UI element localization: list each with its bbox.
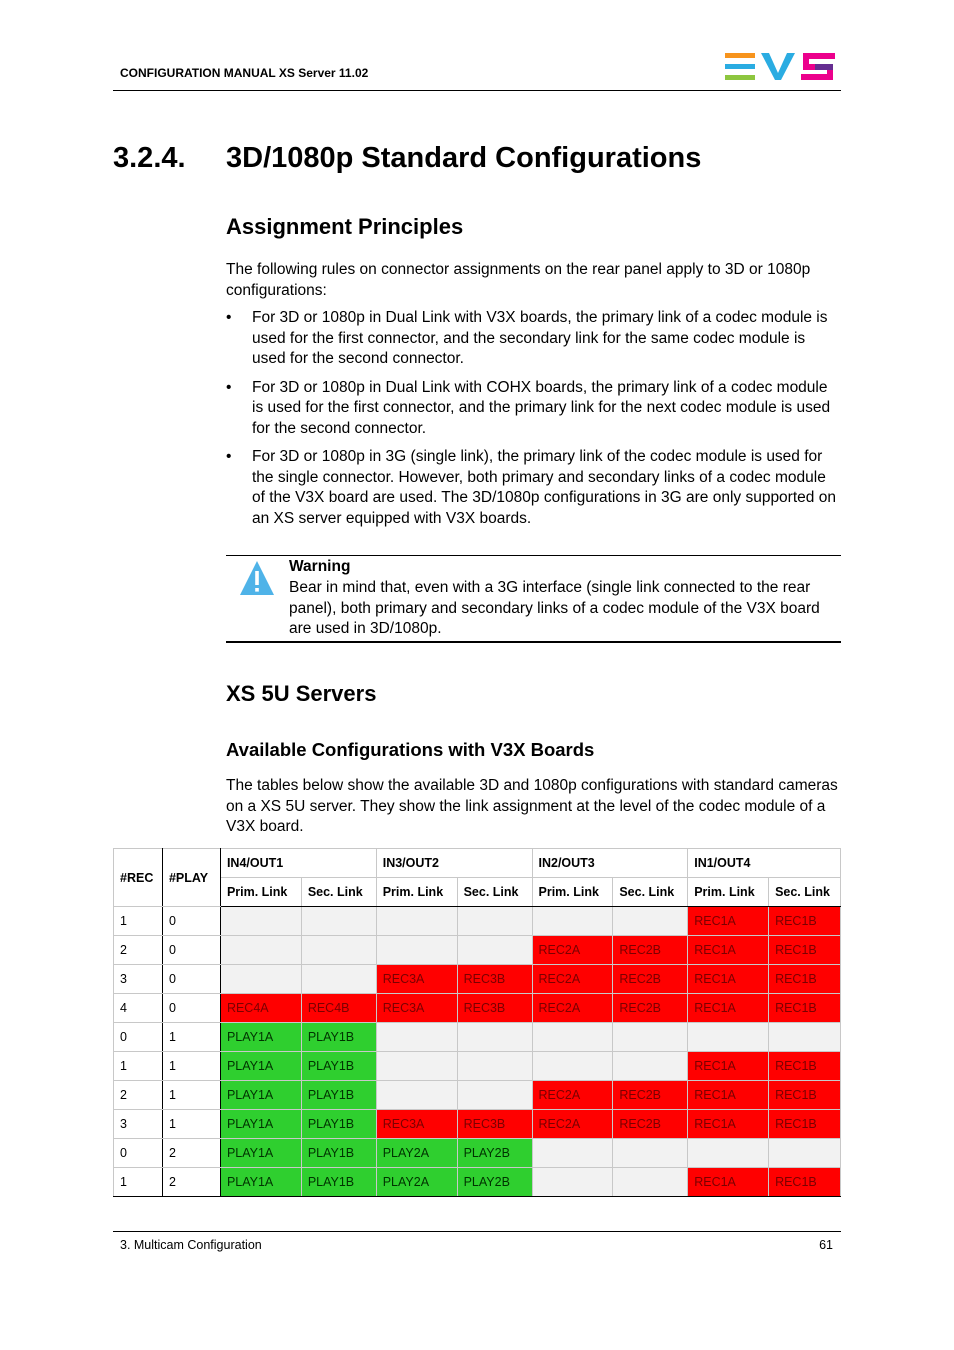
- rec-link-cell: REC2A: [532, 965, 613, 994]
- empty-cell: [376, 1023, 457, 1052]
- table-row: [114, 1110, 841, 1139]
- empty-cell: [769, 1139, 841, 1168]
- play-link-cell: PLAY1B: [301, 1168, 376, 1197]
- assignment-bullets: [226, 308, 841, 537]
- rec-link-cell: REC3A: [376, 994, 457, 1023]
- empty-cell: [220, 936, 301, 965]
- play-link-cell: PLAY2B: [457, 1139, 532, 1168]
- header-rule: [113, 90, 841, 91]
- empty-cell: [769, 1023, 841, 1052]
- play-link-cell: PLAY1A: [220, 1139, 301, 1168]
- empty-cell: [457, 936, 532, 965]
- empty-cell: [613, 1052, 688, 1081]
- play-link-cell: PLAY1B: [301, 1139, 376, 1168]
- table-row: [114, 994, 841, 1023]
- empty-cell: [301, 965, 376, 994]
- rec-link-cell: REC2B: [613, 1110, 688, 1139]
- empty-cell: [220, 965, 301, 994]
- evs-logo: [725, 53, 835, 81]
- running-header: CONFIGURATION MANUAL XS Server 11.02: [120, 66, 369, 80]
- col-play-header: #PLAY: [162, 849, 220, 907]
- table-row: [114, 1081, 841, 1110]
- play-link-cell: PLAY2B: [457, 1168, 532, 1197]
- bullet-marker: •: [226, 378, 232, 396]
- warning-top-rule: [226, 555, 841, 556]
- assignment-intro: The following rules on connector assignments on the rear panel apply to 3D or 1080p configurations:: [226, 261, 811, 299]
- group-header: IN1/OUT4: [688, 849, 841, 878]
- play-link-cell: PLAY1B: [301, 1081, 376, 1110]
- empty-cell: [376, 907, 457, 936]
- play-link-cell: PLAY1A: [220, 1023, 301, 1052]
- play-link-cell: PLAY1B: [301, 1110, 376, 1139]
- footer-rule: [113, 1231, 841, 1232]
- rec-link-cell: REC2A: [532, 1081, 613, 1110]
- group-header: IN2/OUT3: [532, 849, 688, 878]
- sec-link-header: Sec. Link: [301, 878, 376, 907]
- empty-cell: [613, 1023, 688, 1052]
- bullet-text: For 3D or 1080p in Dual Link with V3X boards, the primary link of a codec module is used for the first connector, and the secondary link for the same codec module is used for the second connector.: [252, 309, 828, 367]
- section-number: 3.2.4.: [113, 142, 186, 174]
- rec-link-cell: REC2B: [613, 1081, 688, 1110]
- play-link-cell: PLAY1B: [301, 1023, 376, 1052]
- empty-cell: [457, 1052, 532, 1081]
- empty-cell: [301, 936, 376, 965]
- bullet-marker: •: [226, 448, 232, 465]
- rec-link-cell: REC1B: [769, 994, 841, 1023]
- rec-link-cell: REC2A: [532, 936, 613, 965]
- warning-text: Bear in mind that, even with a 3G interface (single link connected to the rear panel), both primary and secondary links of a codec module of the V3X board are used in 3D/1080p.: [289, 579, 820, 637]
- empty-cell: [457, 1081, 532, 1110]
- rec-link-cell: REC1B: [769, 907, 841, 936]
- rec-link-cell: REC3B: [457, 965, 532, 994]
- rec-link-cell: REC1A: [688, 936, 769, 965]
- play-count-cell: 0: [162, 936, 220, 965]
- play-link-cell: PLAY2A: [376, 1168, 457, 1197]
- bullet-text: For 3D or 1080p in 3G (single link), the primary link of the codec module is used for the single connector. However, both primary and secondary links of a codec module of the V3X board are used. The 3D/1080p configurations in 3G are only supported on an XS server equipped with V3X boards.: [252, 448, 836, 527]
- prim-link-header: Prim. Link: [376, 878, 457, 907]
- rec-link-cell: REC2A: [532, 994, 613, 1023]
- play-count-cell: 1: [162, 1023, 220, 1052]
- rec-link-cell: REC4B: [301, 994, 376, 1023]
- rec-link-cell: REC4A: [220, 994, 301, 1023]
- empty-cell: [376, 1081, 457, 1110]
- rec-count-cell: 3: [114, 965, 163, 994]
- table-row: [114, 1168, 841, 1197]
- rec-link-cell: REC1A: [688, 1168, 769, 1197]
- warning-title: Warning: [289, 558, 351, 575]
- prim-link-header: Prim. Link: [688, 878, 769, 907]
- rec-link-cell: REC1A: [688, 1052, 769, 1081]
- play-link-cell: PLAY1A: [220, 1081, 301, 1110]
- rec-count-cell: 1: [114, 907, 163, 936]
- empty-cell: [376, 936, 457, 965]
- play-link-cell: PLAY1A: [220, 1052, 301, 1081]
- rec-link-cell: REC1B: [769, 1052, 841, 1081]
- empty-cell: [532, 907, 613, 936]
- warning-icon: [238, 559, 276, 597]
- group-header: IN4/OUT1: [220, 849, 376, 878]
- warning-bottom-rule: [226, 641, 841, 643]
- page-number: 61: [819, 1238, 833, 1252]
- rec-count-cell: 0: [114, 1023, 163, 1052]
- rec-count-cell: 1: [114, 1052, 163, 1081]
- rec-link-cell: REC2B: [613, 994, 688, 1023]
- bullet-text: For 3D or 1080p in Dual Link with COHX boards, the primary link of a codec module is used for the first connector, and the primary link for the next codec module is used for the second connector.: [252, 378, 831, 437]
- configurations-table: [113, 848, 841, 1197]
- table-row: [114, 1052, 841, 1081]
- empty-cell: [532, 1168, 613, 1197]
- empty-cell: [457, 907, 532, 936]
- table-header-row: [114, 849, 841, 878]
- rec-link-cell: REC1B: [769, 1168, 841, 1197]
- servers-heading: XS 5U Servers: [226, 681, 377, 706]
- table-row: [114, 1139, 841, 1168]
- bullet-item: [226, 378, 841, 440]
- play-count-cell: 1: [162, 1081, 220, 1110]
- sec-link-header: Sec. Link: [769, 878, 841, 907]
- table-row: [114, 907, 841, 936]
- rec-link-cell: REC1A: [688, 1110, 769, 1139]
- empty-cell: [688, 1139, 769, 1168]
- prim-link-header: Prim. Link: [220, 878, 301, 907]
- empty-cell: [301, 907, 376, 936]
- empty-cell: [376, 1052, 457, 1081]
- empty-cell: [532, 1052, 613, 1081]
- empty-cell: [688, 1023, 769, 1052]
- empty-cell: [613, 1168, 688, 1197]
- rec-link-cell: REC1B: [769, 1081, 841, 1110]
- rec-link-cell: REC3B: [457, 994, 532, 1023]
- play-count-cell: 0: [162, 965, 220, 994]
- sec-link-header: Sec. Link: [457, 878, 532, 907]
- rec-count-cell: 2: [114, 1081, 163, 1110]
- prim-link-header: Prim. Link: [532, 878, 613, 907]
- servers-subheading: Available Configurations with V3X Boards: [226, 739, 595, 760]
- table-row: [114, 1023, 841, 1052]
- empty-cell: [613, 907, 688, 936]
- play-link-cell: PLAY1B: [301, 1052, 376, 1081]
- empty-cell: [532, 1139, 613, 1168]
- play-count-cell: 0: [162, 907, 220, 936]
- section-title: 3D/1080p Standard Configurations: [226, 142, 702, 174]
- play-count-cell: 1: [162, 1110, 220, 1139]
- rec-link-cell: REC1A: [688, 965, 769, 994]
- empty-cell: [457, 1023, 532, 1052]
- play-count-cell: 1: [162, 1052, 220, 1081]
- servers-intro: The tables below show the available 3D and 1080p configurations with standard cameras on a XS 5U server. They show the link assignment at the level of the codec module of a V3X board.: [226, 777, 838, 835]
- rec-count-cell: 1: [114, 1168, 163, 1197]
- sec-link-header: Sec. Link: [613, 878, 688, 907]
- group-header: IN3/OUT2: [376, 849, 532, 878]
- bullet-item: [226, 308, 841, 370]
- rec-count-cell: 3: [114, 1110, 163, 1139]
- play-count-cell: 2: [162, 1168, 220, 1197]
- rec-link-cell: REC3A: [376, 965, 457, 994]
- rec-count-cell: 2: [114, 936, 163, 965]
- play-count-cell: 2: [162, 1139, 220, 1168]
- rec-link-cell: REC1B: [769, 965, 841, 994]
- rec-link-cell: REC2A: [532, 1110, 613, 1139]
- rec-count-cell: 4: [114, 994, 163, 1023]
- rec-link-cell: REC2B: [613, 936, 688, 965]
- empty-cell: [532, 1023, 613, 1052]
- rec-link-cell: REC1B: [769, 1110, 841, 1139]
- rec-count-cell: 0: [114, 1139, 163, 1168]
- rec-link-cell: REC1A: [688, 907, 769, 936]
- table-subheader-row: [114, 878, 841, 907]
- bullet-item: [226, 447, 841, 529]
- bullet-marker: •: [226, 309, 232, 326]
- rec-link-cell: REC3A: [376, 1110, 457, 1139]
- footer-chapter: 3. Multicam Configuration: [120, 1238, 262, 1252]
- rec-link-cell: REC1B: [769, 936, 841, 965]
- rec-link-cell: REC2B: [613, 965, 688, 994]
- play-count-cell: 0: [162, 994, 220, 1023]
- col-rec-header: #REC: [114, 849, 163, 907]
- table-row: [114, 936, 841, 965]
- play-link-cell: PLAY1A: [220, 1168, 301, 1197]
- rec-link-cell: REC1A: [688, 994, 769, 1023]
- rec-link-cell: REC3B: [457, 1110, 532, 1139]
- play-link-cell: PLAY2A: [376, 1139, 457, 1168]
- rec-link-cell: REC1A: [688, 1081, 769, 1110]
- assignment-heading: Assignment Principles: [226, 214, 464, 239]
- table-row: [114, 965, 841, 994]
- play-link-cell: PLAY1A: [220, 1110, 301, 1139]
- empty-cell: [613, 1139, 688, 1168]
- empty-cell: [220, 907, 301, 936]
